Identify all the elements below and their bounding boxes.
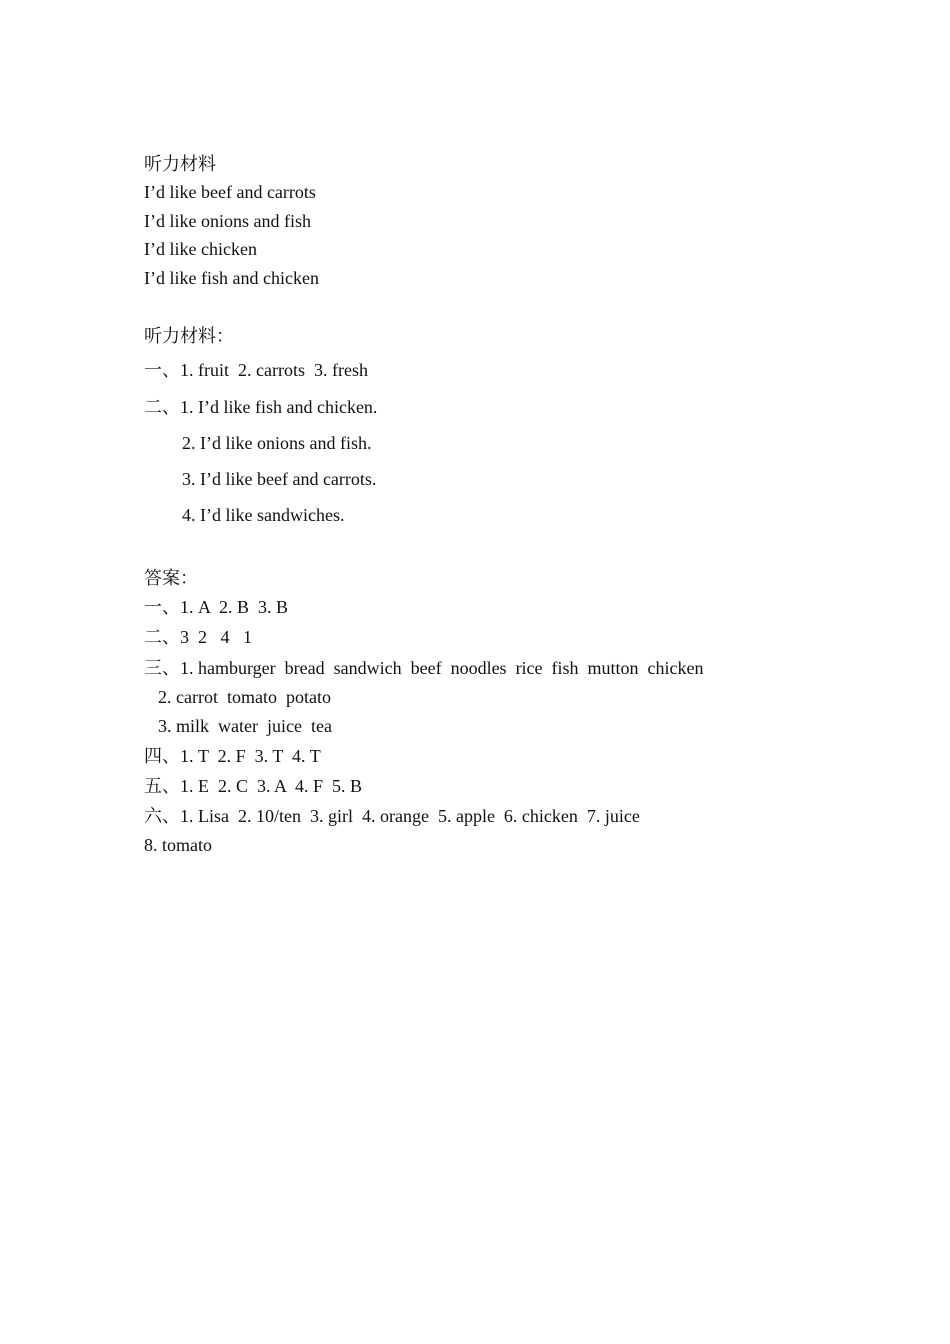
section1-line-4: I’d like fish and chicken — [144, 268, 319, 288]
answer-4: 四、1. T 2. F 3. T 4. T — [144, 746, 321, 766]
answer-3-item-2: 2. carrot tomato potato — [158, 687, 331, 707]
section2-part2-item-4: 4. I’d like sandwiches. — [182, 505, 345, 525]
section2-heading: 听力材料： — [144, 326, 234, 346]
answer-5: 五、1. E 2. C 3. A 4. F 5. B — [144, 776, 363, 796]
section1-line-3: I’d like chicken — [144, 239, 257, 259]
section1-line-2: I’d like onions and fish — [144, 211, 311, 231]
section2-part2-item-3: 3. I’d like beef and carrots. — [182, 469, 377, 489]
answer-2: 二、3 2 4 1 — [144, 627, 252, 647]
answers-heading: 答案： — [144, 568, 198, 588]
answer-6-continued: 8. tomato — [144, 835, 212, 855]
section2-part1: 一、1. fruit 2. carrots 3. fresh — [144, 360, 368, 380]
answer-3-item-3: 3. milk water juice tea — [158, 716, 332, 736]
answer-3: 三、1. hamburger bread sandwich beef noodles rice fish mutton chicken — [144, 658, 704, 678]
answer-6: 六、1. Lisa 2. 10/ten 3. girl 4. orange 5. apple 6. chicken 7. juice — [144, 806, 640, 826]
section1-heading: 听力材料 — [144, 154, 216, 174]
section2-part2: 二、1. I’d like fish and chicken. — [144, 397, 378, 417]
answer-1: 一、1. A 2. B 3. B — [144, 597, 289, 617]
section2-part2-item-2: 2. I’d like onions and fish. — [182, 433, 372, 453]
section1-line-1: I’d like beef and carrots — [144, 182, 316, 202]
